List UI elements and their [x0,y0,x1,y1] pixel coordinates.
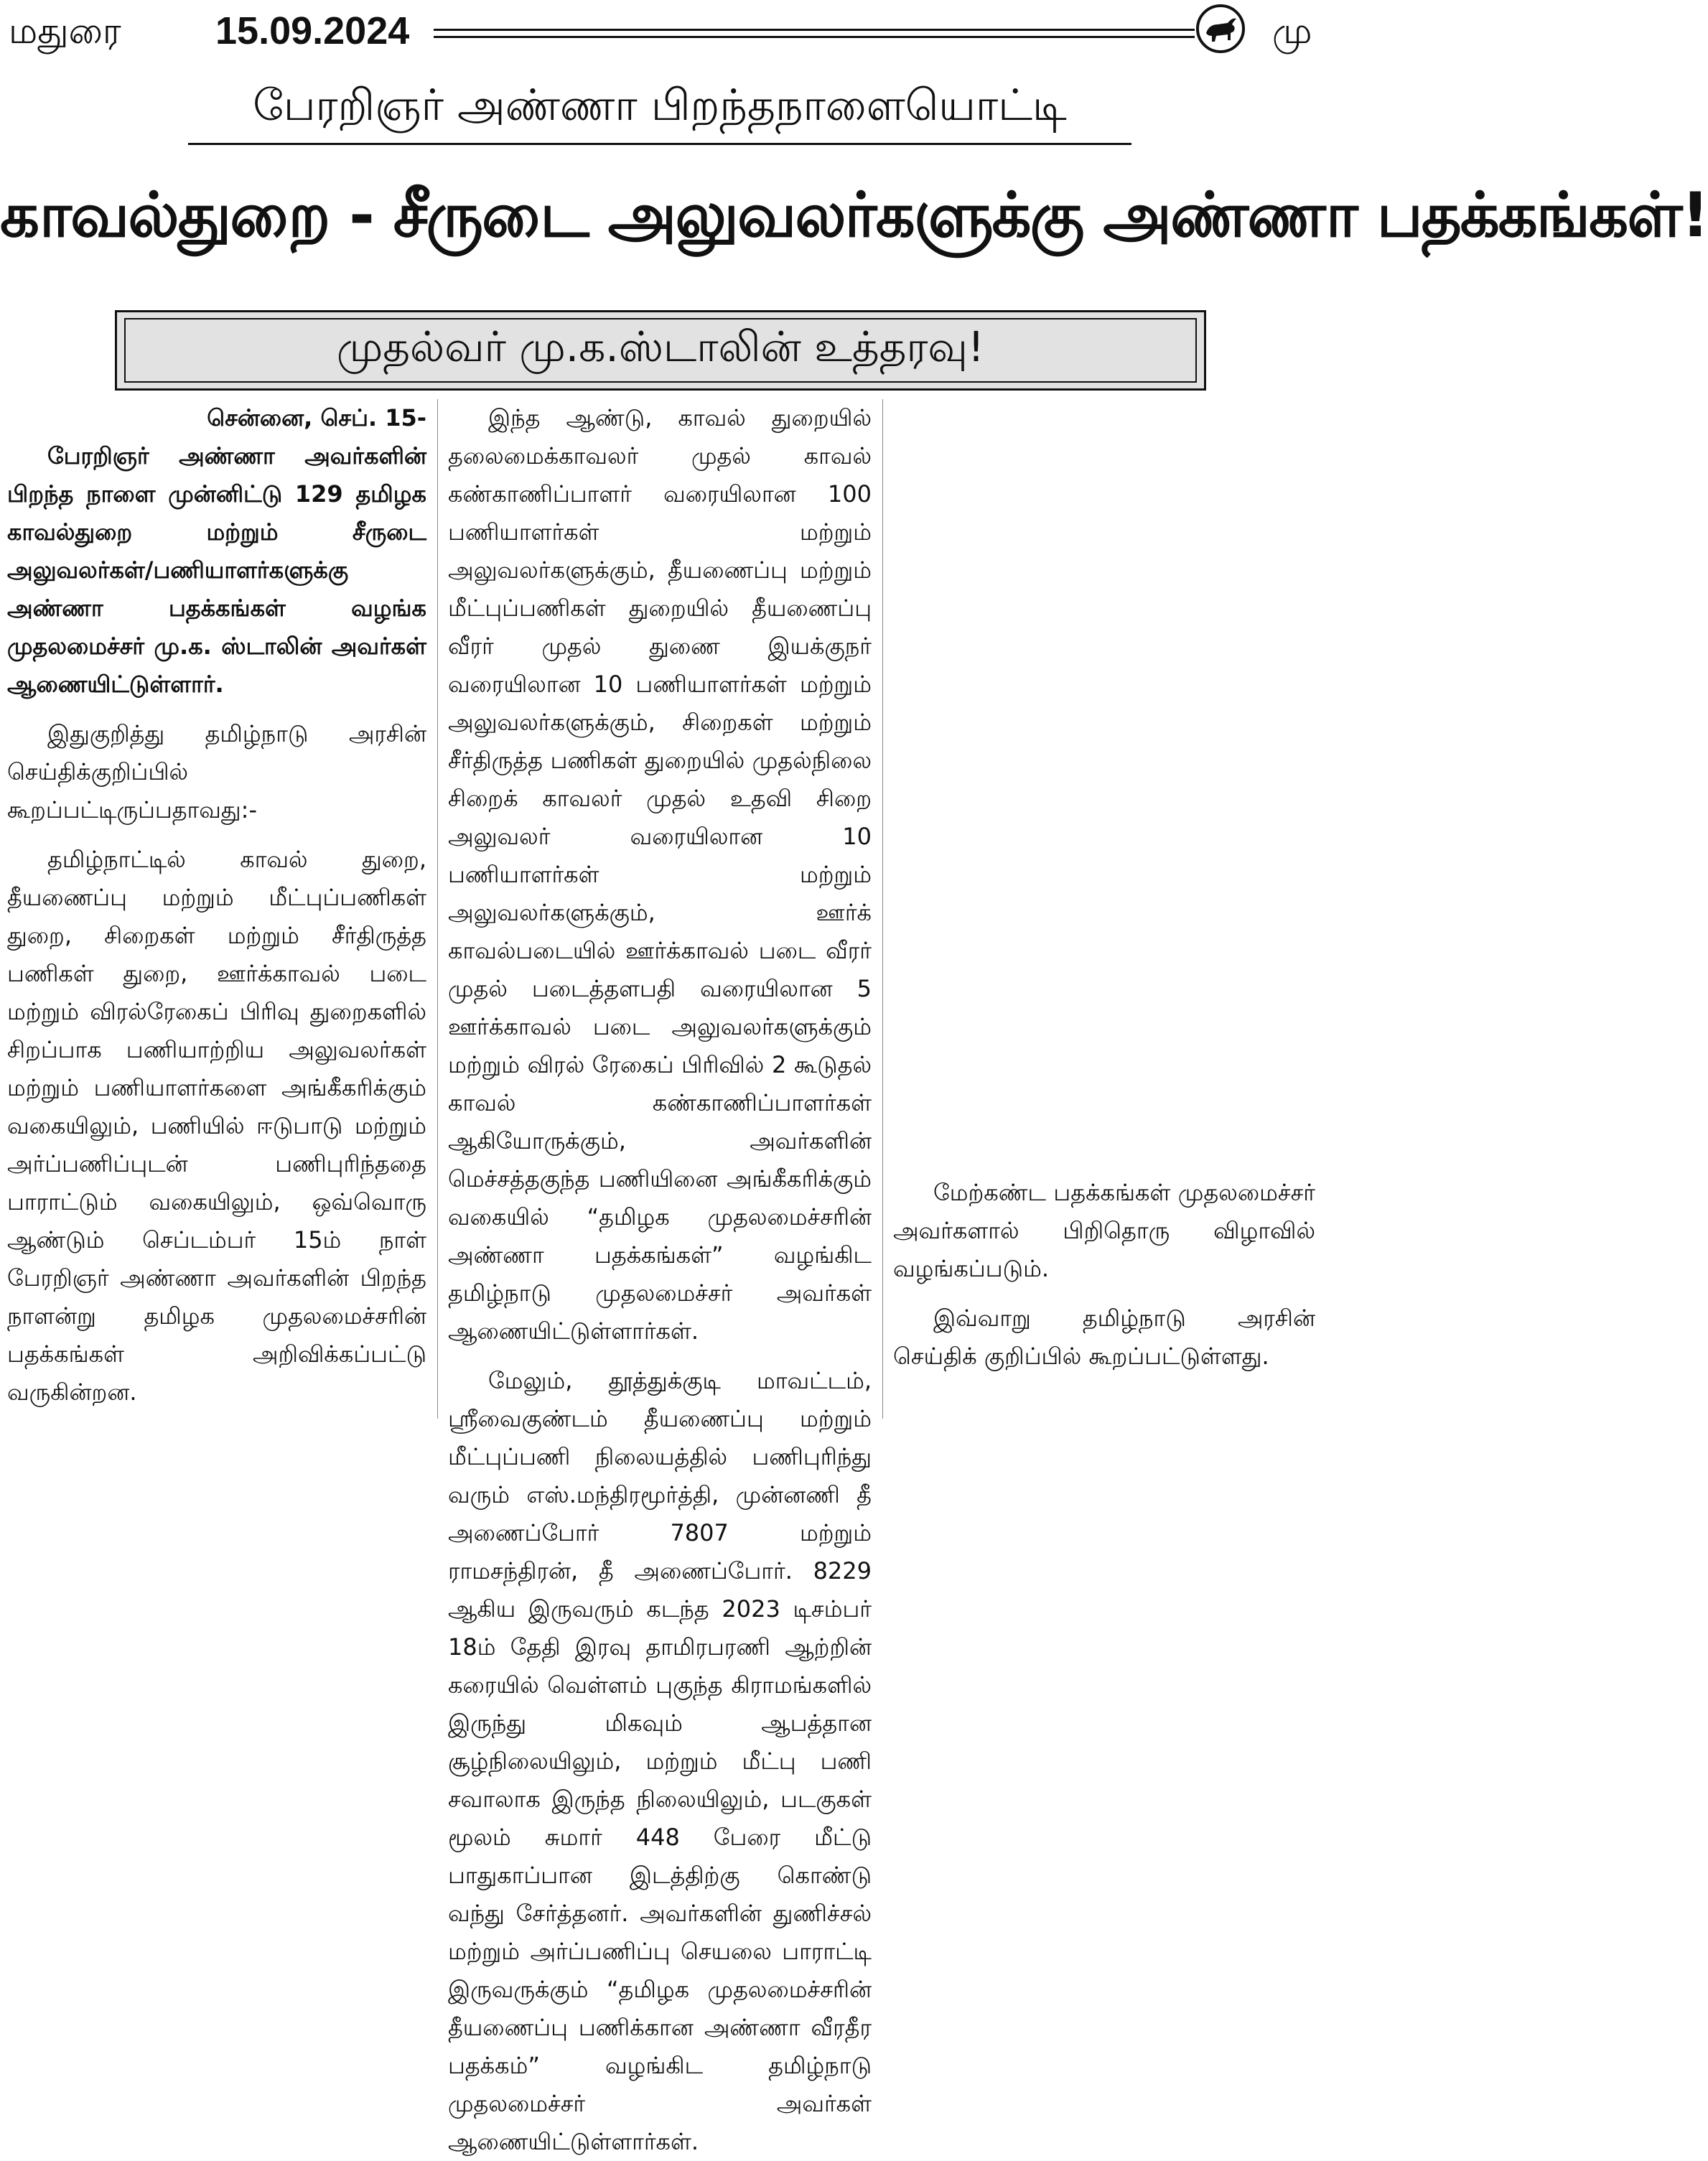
article-paragraph: இதுகுறித்து தமிழ்நாடு அரசின் செய்திக்குறிப்பில் கூறப்பட்டிருப்பதாவது:- [7,720,426,823]
article-paragraph: மேலும், தூத்துக்குடி மாவட்டம், ஸ்ரீவைகுண்டம் தீயணைப்பு மற்றும் மீட்புப்பணி நிலையத்தில் பணிபுரிந்து வரும் எஸ்.மந்திரமூர்த்தி, முன்னணி தீ அணைப்போர் 7807 மற்றும் ராமசந்திரன், தீ அணைப்போர். 8229 ஆகிய இருவரும் கடந்த 2023 டிசம்பர் 18ம் தேதி இரவு தாமிரபரணி ஆற்றின் கரையில் வெள்ளம் புகுந்த கிராமங்களில் இருந்து மிகவும் ஆபத்தான சூழ்நிலையிலும், மற்றும் மீட்பு பணி சவாலாக இருந்த நிலையிலும், படகுகள் மூலம் சுமார் 448 பேரை மீட்டு பாதுகாப்பான இடத்திற்கு கொண்டு வந்து சேர்த்தனர். அவர்களின் துணிச்சல் மற்றும் அர்ப்பணிப்பு செயலை பாராட்டி இருவருக்கும் “தமிழக முதலமைச்சரின் தீயணைப்பு பணிக்கான அண்ணா வீரதீர பதக்கம்” வழங்கிட தமிழ்நாடு முதலமைச்சர் அவர்கள் ஆணையிட்டுள்ளார்கள். [448,1367,872,2155]
kicker-underline [188,143,1131,145]
deck-text: முதல்வர் மு.க.ஸ்டாலின் உத்தரவு! [336,322,985,371]
article-paragraph: இந்த ஆண்டு, காவல் துறையில் தலைமைக்காவலர் முதல் காவல் கண்காணிப்பாளர் வரையிலான 100 பணியாளர்கள் மற்றும் அலுவலர்களுக்கும், தீயணைப்பு மற்றும் மீட்புப்பணிகள் துறையில் தீயணைப்பு வீரர் முதல் துணை இயக்குநர் வரையிலான 10 பணியாளர்கள் மற்றும் அலுவலர்களுக்கும், சிறைகள் மற்றும் சீர்திருத்த பணிகள் துறையில் முதல்நிலை சிறைக் காவலர் முதல் உதவி சிறை அலுவலர் வரையிலான 10 பணியாளர்கள் மற்றும் அலுவலர்களுக்கும், ஊர்க் காவல்படையில் ஊர்க்காவல் படை வீரர் முதல் படைத்தளபதி வரையிலான 5 ஊர்க்காவல் படை அலுவலர்களுக்கும் மற்றும் விரல் ரேகைப் பிரிவில் 2 கூடுதல் காவல் கண்காணிப்பாளர்கள் ஆகியோருக்கும், அவர்களின் மெச்சத்தகுந்த பணியினை அங்கீகரிக்கும் வகையில் “தமிழக முதலமைச்சரின் அண்ணா பதக்கங்கள்” வழங்கிட தமிழ்நாடு முதலமைச்சர் அவர்கள் ஆணையிட்டுள்ளார்கள். [448,404,872,1345]
edition-city: மதுரை [9,10,121,52]
page-section-initial: மு [1272,10,1312,52]
masthead [0,0,1320,66]
article-paragraph: மேற்கண்ட பதக்கங்கள் முதலமைச்சர் அவர்களால் பிறிதொரு விழாவில் வழங்கப்படும். [893,1179,1315,1282]
column-divider [882,399,883,1419]
article-column-1 [7,399,426,1411]
header-rule [434,29,1195,31]
kicker-line: பேரறிஞர் அண்ணா பிறந்தநாளையொட்டி [253,80,1067,131]
header-rule [434,36,1195,38]
article-column-2 [448,399,872,2161]
edition-date: 15.09.2024 [215,9,410,52]
headline: காவல்துறை - சீருடை அலுவலர்களுக்கு அண்ணா பதக்கங்கள்! [0,179,1708,251]
lead-paragraph: பேரறிஞர் அண்ணா அவர்களின் பிறந்த நாளை முன்னிட்டு 129 தமிழக காவல்துறை மற்றும் சீருடை அலுவலர்கள்/பணியாளர்களுக்கு அண்ணா பதக்கங்கள் வழங்க முதலமைச்சர் மு.க. ஸ்டாலின் அவர்கள் ஆணையிட்டுள்ளார். [7,442,426,698]
article-paragraph: தமிழ்நாட்டில் காவல் துறை, தீயணைப்பு மற்றும் மீட்புப்பணிகள் துறை, சிறைகள் மற்றும் சீர்திருத்த பணிகள் துறை, ஊர்க்காவல் படை மற்றும் விரல்ரேகைப் பிரிவு துறைகளில் சிறப்பாக பணியாற்றிய அலுவலர்கள் மற்றும் பணியாளர்களை அங்கீகரிக்கும் வகையிலும், பணியில் ஈடுபாடு மற்றும் அர்ப்பணிப்புடன் பணிபுரிந்ததை பாராட்டும் வகையிலும், ஒவ்வொரு ஆண்டும் செப்டம்பர் 15ம் நாள் பேரறிஞர் அண்ணா அவர்களின் பிறந்த நாளன்று தமிழக முதலமைச்சரின் பதக்கங்கள் அறிவிக்கப்பட்டு வருகின்றன. [7,846,426,1406]
bull-emblem-icon [1196,4,1245,53]
deck-banner [115,310,1206,391]
article-paragraph: இவ்வாறு தமிழ்நாடு அரசின் செய்திக் குறிப்பில் கூறப்பட்டுள்ளது. [893,1304,1315,1370]
dateline: சென்னை, செப். 15- [207,404,426,431]
article-column-3 [893,399,1315,1376]
column-divider [437,399,438,1419]
